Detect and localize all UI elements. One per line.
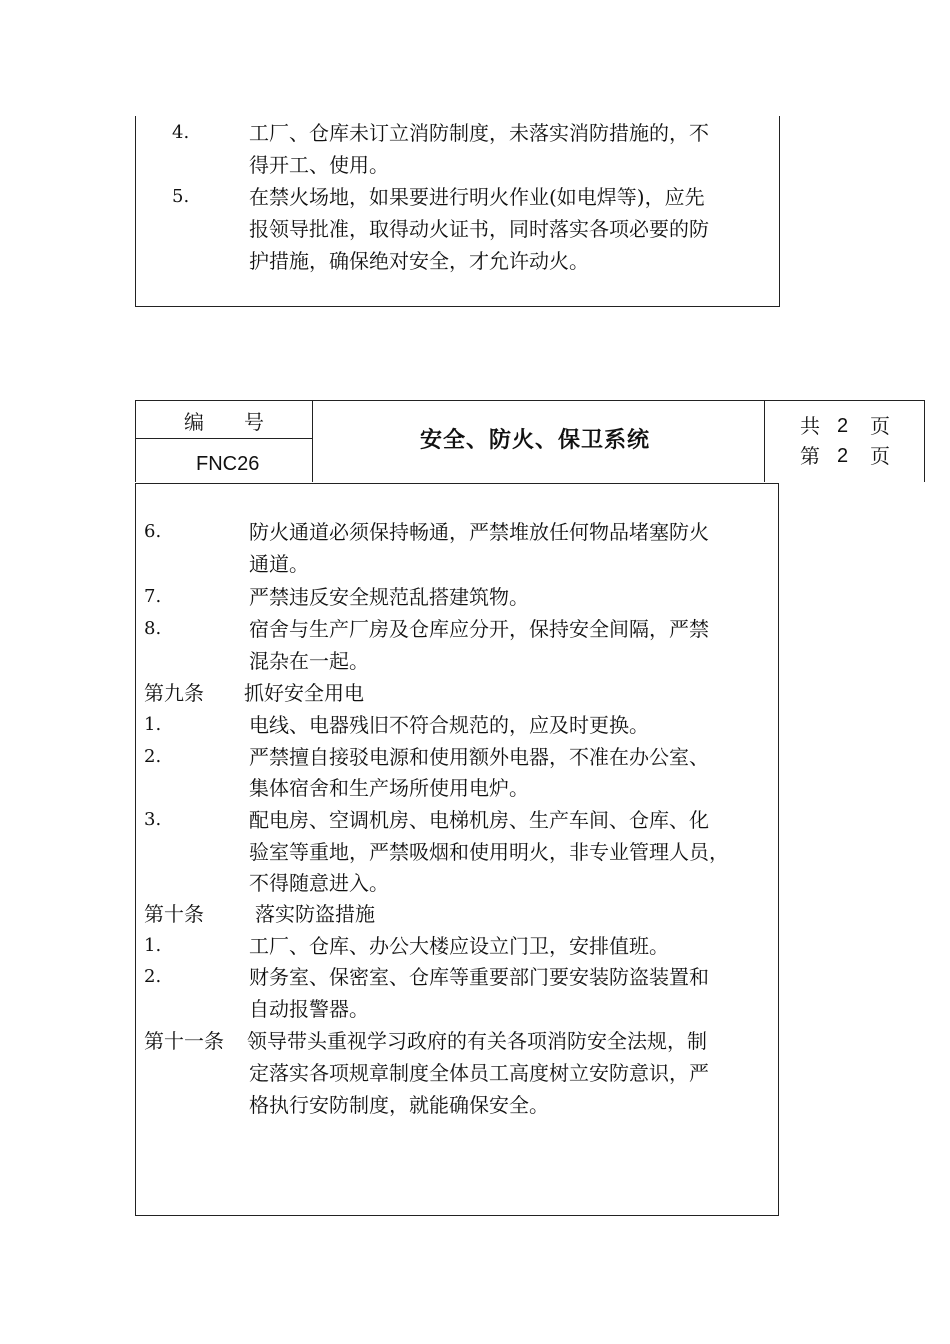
- row-text: 领导带头重视学习政府的有关各项消防安全法规，制: [247, 1029, 707, 1053]
- main-box-left-border: [135, 483, 136, 1216]
- row-text: 不得随意进入。: [249, 871, 389, 895]
- row-text: 工厂、仓库、办公大楼应设立门卫，安排值班。: [249, 934, 669, 958]
- row-text: 集体宿舍和生产场所使用电炉。: [249, 776, 529, 800]
- row-text: 混杂在一起。: [249, 649, 369, 673]
- item-text-line: 得开工、使用。: [249, 153, 389, 177]
- item-text-line: 护措施，确保绝对安全，才允许动火。: [249, 249, 589, 273]
- top-box-bottom-border: [135, 306, 780, 307]
- top-box-right-border: [779, 116, 780, 306]
- item-number: 5.: [172, 186, 190, 207]
- document-title: 安全、防火、保卫系统: [420, 428, 651, 453]
- article-label: 第十条: [144, 902, 204, 926]
- row-label: 2.: [144, 746, 162, 767]
- row-text: 自动报警器。: [249, 997, 369, 1021]
- row-label: 3.: [144, 809, 162, 830]
- row-text: 格执行安防制度，就能确保安全。: [249, 1093, 549, 1117]
- row-text: 严禁擅自接驳电源和使用额外电器，不准在办公室、: [249, 745, 709, 769]
- code-cell-divider: [136, 438, 312, 439]
- main-box-top-border: [135, 483, 779, 484]
- total-pages-suffix: 页: [870, 414, 890, 438]
- row-text: 宿舍与生产厂房及仓库应分开，保持安全间隔，严禁: [249, 617, 709, 641]
- row-label: 7.: [144, 586, 162, 607]
- row-label: 2.: [144, 966, 162, 987]
- main-box-right-border: [778, 483, 779, 1216]
- code-label: 编 号: [184, 410, 264, 434]
- header-top-border: [135, 400, 925, 401]
- row-text: 验室等重地，严禁吸烟和使用明火，非专业管理人员，: [249, 840, 729, 864]
- row-label: 1.: [144, 935, 162, 956]
- main-box-bottom-border: [135, 1215, 779, 1216]
- row-label: 1.: [144, 714, 162, 735]
- row-text: 电线、电器残旧不符合规范的，应及时更换。: [249, 713, 649, 737]
- current-page-value: 2: [837, 445, 849, 467]
- row-text: 配电房、空调机房、电梯机房、生产车间、仓库、化: [249, 808, 709, 832]
- header-right-border: [924, 400, 925, 482]
- header-divider-2: [764, 400, 765, 482]
- row-text: 严禁违反安全规范乱搭建筑物。: [249, 585, 529, 609]
- item-number: 4.: [172, 122, 190, 143]
- item-text-line: 报领导批准，取得动火证书，同时落实各项必要的防: [249, 217, 709, 241]
- article-heading: 抓好安全用电: [244, 681, 364, 705]
- row-text: 财务室、保密室、仓库等重要部门要安装防盗装置和: [249, 965, 709, 989]
- row-text: 定落实各项规章制度全体员工高度树立安防意识，严: [249, 1061, 709, 1085]
- row-label: 8.: [144, 618, 162, 639]
- item-text-line: 在禁火场地，如果要进行明火作业(如电焊等)，应先: [249, 185, 705, 209]
- row-label: 6.: [144, 521, 162, 542]
- header-divider-1: [312, 400, 313, 482]
- header-left-border: [135, 400, 136, 482]
- row-text: 防火通道必须保持畅通，严禁堆放任何物品堵塞防火: [249, 520, 709, 544]
- item-text-line: 工厂、仓库未订立消防制度，未落实消防措施的，不: [249, 121, 709, 145]
- row-text: 通道。: [249, 552, 309, 576]
- article-label: 第九条: [144, 681, 204, 705]
- article-label: 第十一条: [144, 1029, 224, 1053]
- current-page-prefix: 第: [800, 444, 820, 468]
- total-pages-prefix: 共: [800, 414, 820, 438]
- code-value: FNC26: [196, 453, 260, 475]
- total-pages-value: 2: [837, 415, 849, 437]
- top-box-left-border: [135, 116, 136, 306]
- current-page-suffix: 页: [870, 444, 890, 468]
- article-heading: 落实防盗措施: [255, 902, 375, 926]
